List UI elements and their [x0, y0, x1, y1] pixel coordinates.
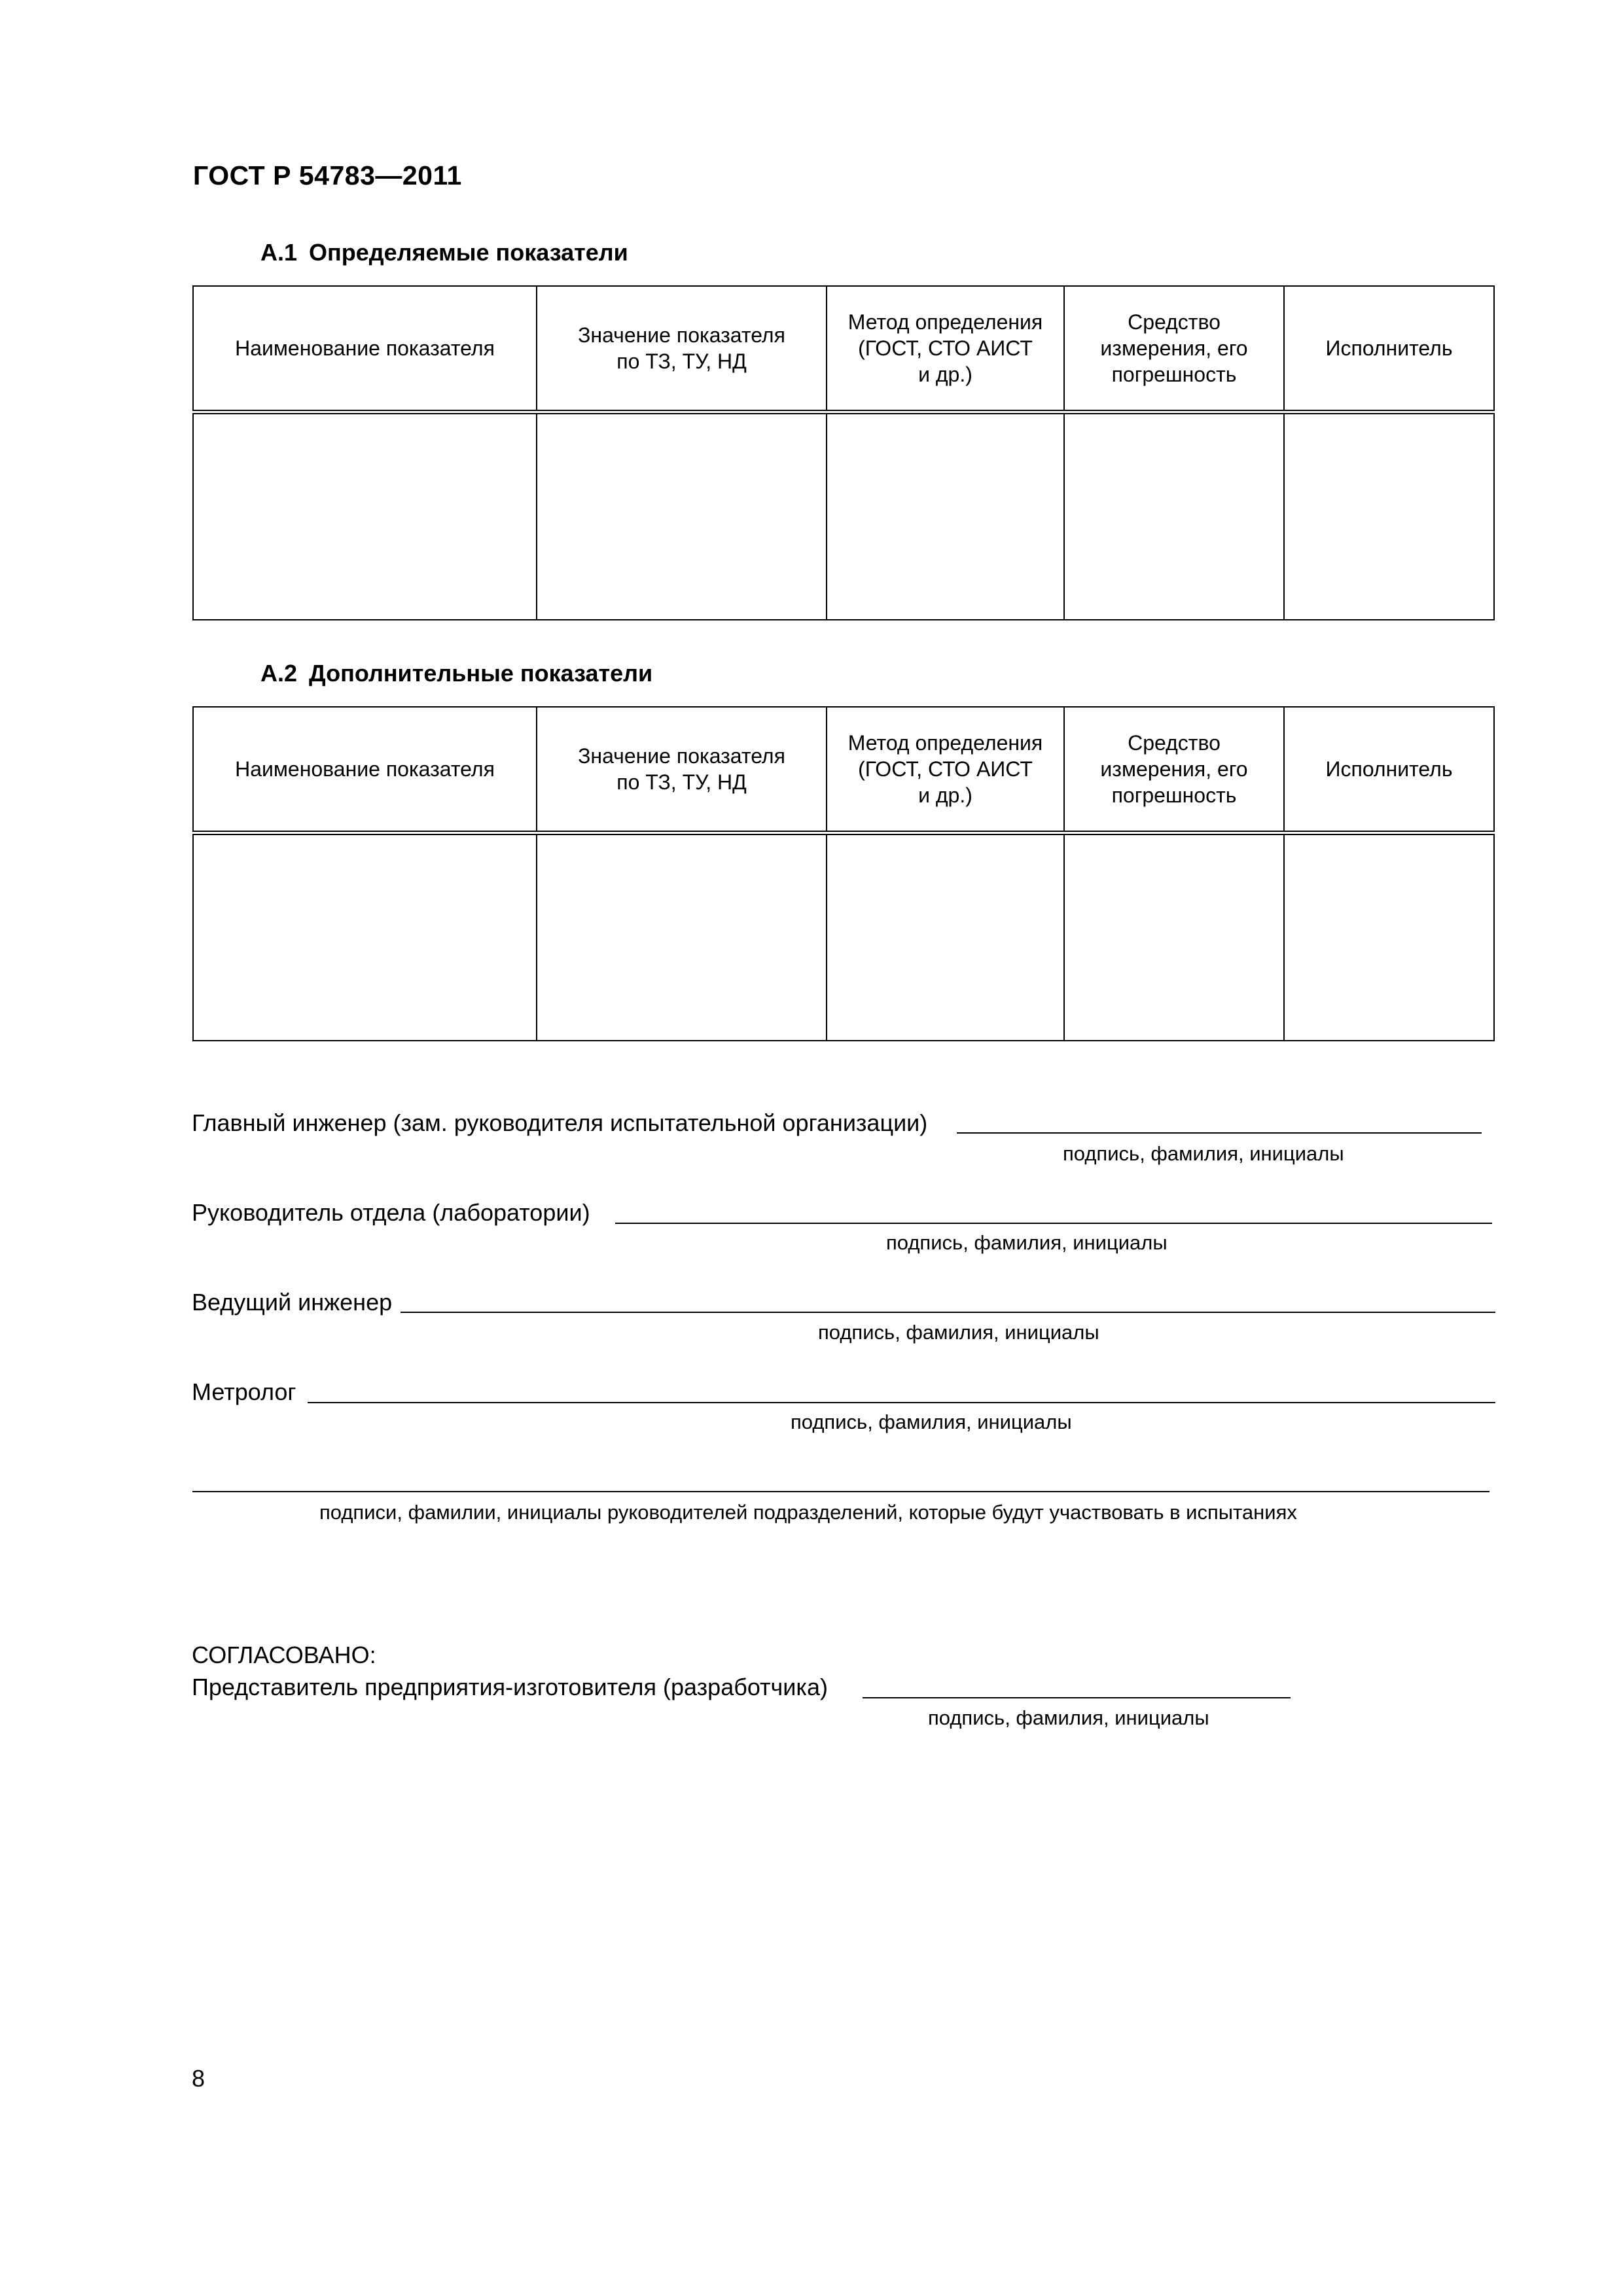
table-cell — [193, 412, 537, 620]
divisions-signature-line — [192, 1466, 1489, 1492]
chief-engineer-signature-line — [957, 1107, 1482, 1134]
lead-engineer-label: Ведущий инженер — [192, 1289, 393, 1316]
col-header-name: Наименование показателя — [193, 286, 537, 412]
col-header-instrument: Средство измерения, его погрешность — [1064, 707, 1284, 833]
section-a1-heading — [260, 239, 628, 266]
table-cell — [537, 412, 827, 620]
col-header-instrument: Средство измерения, его погрешность — [1064, 286, 1284, 412]
table-cell — [827, 412, 1064, 620]
chief-engineer-label: Главный инженер (зам. руководителя испытательной организации) — [192, 1109, 928, 1136]
approval-heading: СОГЛАСОВАНО: — [192, 1641, 376, 1668]
section-a2-heading — [260, 660, 652, 687]
section-a1-number: А.1 — [260, 239, 298, 266]
metrologist-caption: подпись, фамилия, инициалы — [791, 1410, 1072, 1433]
metrologist-signature-line — [308, 1377, 1495, 1403]
table-cell — [1064, 833, 1284, 1041]
table-cell — [537, 833, 827, 1041]
lead-engineer-signature-line — [401, 1287, 1495, 1313]
page-number: 8 — [192, 2065, 205, 2092]
manufacturer-representative-label: Представитель предприятия-изготовителя (разработчика) — [192, 1674, 828, 1700]
col-header-method: Метод определения (ГОСТ, СТО АИСТ и др.) — [827, 286, 1064, 412]
department-head-caption: подпись, фамилия, инициалы — [886, 1231, 1168, 1254]
col-header-method: Метод определения (ГОСТ, СТО АИСТ и др.) — [827, 707, 1064, 833]
table-cell — [827, 833, 1064, 1041]
section-a1-title: Определяемые показатели — [309, 239, 628, 266]
col-header-value: Значение показателя по ТЗ, ТУ, НД — [537, 286, 827, 412]
table-a2-additional-indicators — [192, 706, 1495, 1041]
lead-engineer-caption: подпись, фамилия, инициалы — [818, 1321, 1099, 1344]
department-head-label: Руководитель отдела (лаборатории) — [192, 1199, 590, 1226]
metrologist-label: Метролог — [192, 1378, 296, 1405]
col-header-executor: Исполнитель — [1284, 707, 1494, 833]
col-header-executor: Исполнитель — [1284, 286, 1494, 412]
table-cell — [1064, 412, 1284, 620]
table-cell — [1284, 412, 1494, 620]
col-header-name: Наименование показателя — [193, 707, 537, 833]
section-a2-number: А.2 — [260, 660, 298, 687]
manufacturer-representative-signature-line — [863, 1672, 1291, 1698]
manufacturer-representative-caption: подпись, фамилия, инициалы — [928, 1706, 1209, 1729]
table-a1-determined-indicators — [192, 285, 1495, 620]
table-cell — [1284, 833, 1494, 1041]
chief-engineer-caption: подпись, фамилия, инициалы — [1063, 1142, 1344, 1165]
document-code: ГОСТ Р 54783—2011 — [193, 160, 462, 190]
table-cell — [193, 833, 537, 1041]
divisions-caption: подписи, фамилии, инициалы руководителей подразделений, которые будут участвовать в испытаниях — [319, 1501, 1297, 1524]
table-row — [193, 412, 1494, 620]
col-header-value: Значение показателя по ТЗ, ТУ, НД — [537, 707, 827, 833]
department-head-signature-line — [615, 1198, 1492, 1224]
section-a2-title: Дополнительные показатели — [309, 660, 653, 687]
table-row — [193, 833, 1494, 1041]
